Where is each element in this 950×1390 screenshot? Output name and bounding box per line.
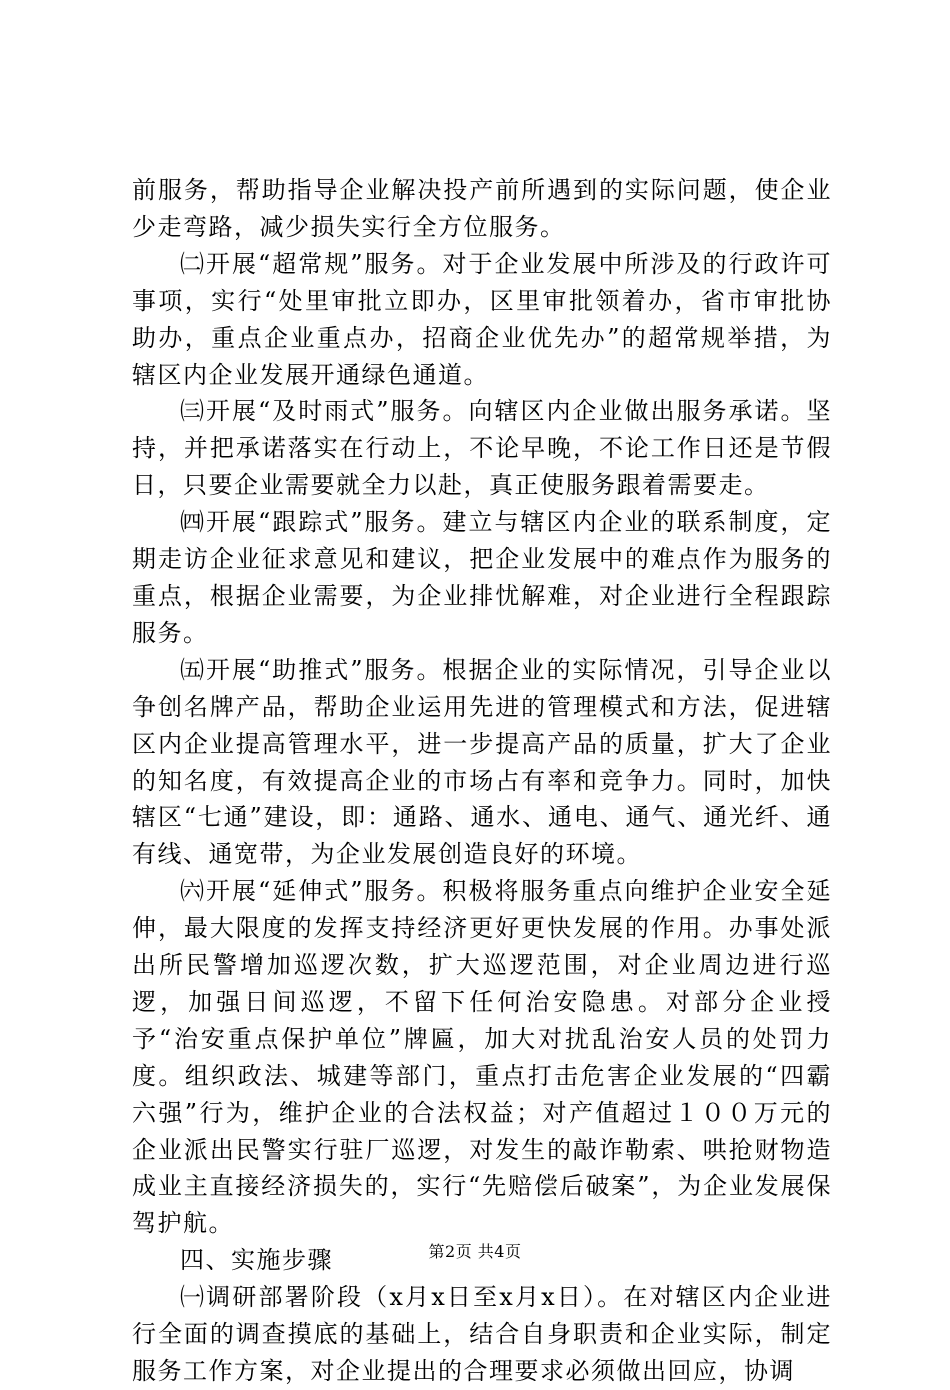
paragraph-6: ㈥开展“延伸式”服务。积极将服务重点向维护企业安全延伸，最大限度的发挥支持经济更好更快发展的作用。办事处派出所民警增加巡逻次数，扩大巡逻范围，对企业周边进行巡逻，加强日间巡逻，不留下任何治安隐患。对部分企业授予“治安重点保护单位”牌匾，加大对扰乱治安人员的处罚力度。组织政法、城建等部门，重点打击危害企业发展的“四霸六强”行为，维护企业的合法权益；对产值超过１００万元的企业派出民警实行驻厂巡逻，对发生的敲诈勒索、哄抢财物造成业主直接经济损失的，实行“先赔偿后破案”，为企业发展保驾护航。 — [132, 877, 832, 1238]
paragraph-3: ㈢开展“及时雨式”服务。向辖区内企业做出服务承诺。坚持，并把承诺落实在行动上，不论早晚，不论工作日还是节假日，只要企业需要就全力以赴，真正使服务跟着需要走。 — [132, 397, 832, 500]
page-number-footer: 第2页 共4页 — [428, 1242, 522, 1261]
paragraph-1: 前服务，帮助指导企业解决投产前所遇到的实际问题，使企业少走弯路，减少损失实行全方位服务。 — [132, 176, 832, 241]
paragraph-4: ㈣开展“跟踪式”服务。建立与辖区内企业的联系制度，定期走访企业征求意见和建议，把企业发展中的难点作为服务的重点，根据企业需要，为企业排忧解难，对企业进行全程跟踪服务。 — [132, 508, 832, 647]
section-heading: 四、实施步骤 — [180, 1246, 333, 1275]
paragraph-8: ㈠调研部署阶段（x月x日至x月x日）。在对辖区内企业进行全面的调查摸底的基础上，结合自身职责和企业实际，制定服务工作方案，对企业提出的合理要求必须做出回应，协调 — [132, 1283, 832, 1385]
paragraph-5: ㈤开展“助推式”服务。根据企业的实际情况，引导企业以争创名牌产品，帮助企业运用先进的管理模式和方法，促进辖区内企业提高管理水平，进一步提高产品的质量，扩大了企业的知名度，有效提高企业的市场占有率和竞争力。同时，加快辖区“七通”建设，即：通路、通水、通电、通气、通光纤、通有线、通宽带，为企业发展创造良好的环境。 — [132, 655, 832, 869]
document-body — [132, 172, 832, 1390]
paragraph-2: ㈡开展“超常规”服务。对于企业发展中所涉及的行政许可事项，实行“处里审批立即办，区里审批领着办，省市审批协助办，重点企业重点办，招商企业优先办”的超常规举措，为辖区内企业发展开通绿色通道。 — [132, 249, 832, 389]
